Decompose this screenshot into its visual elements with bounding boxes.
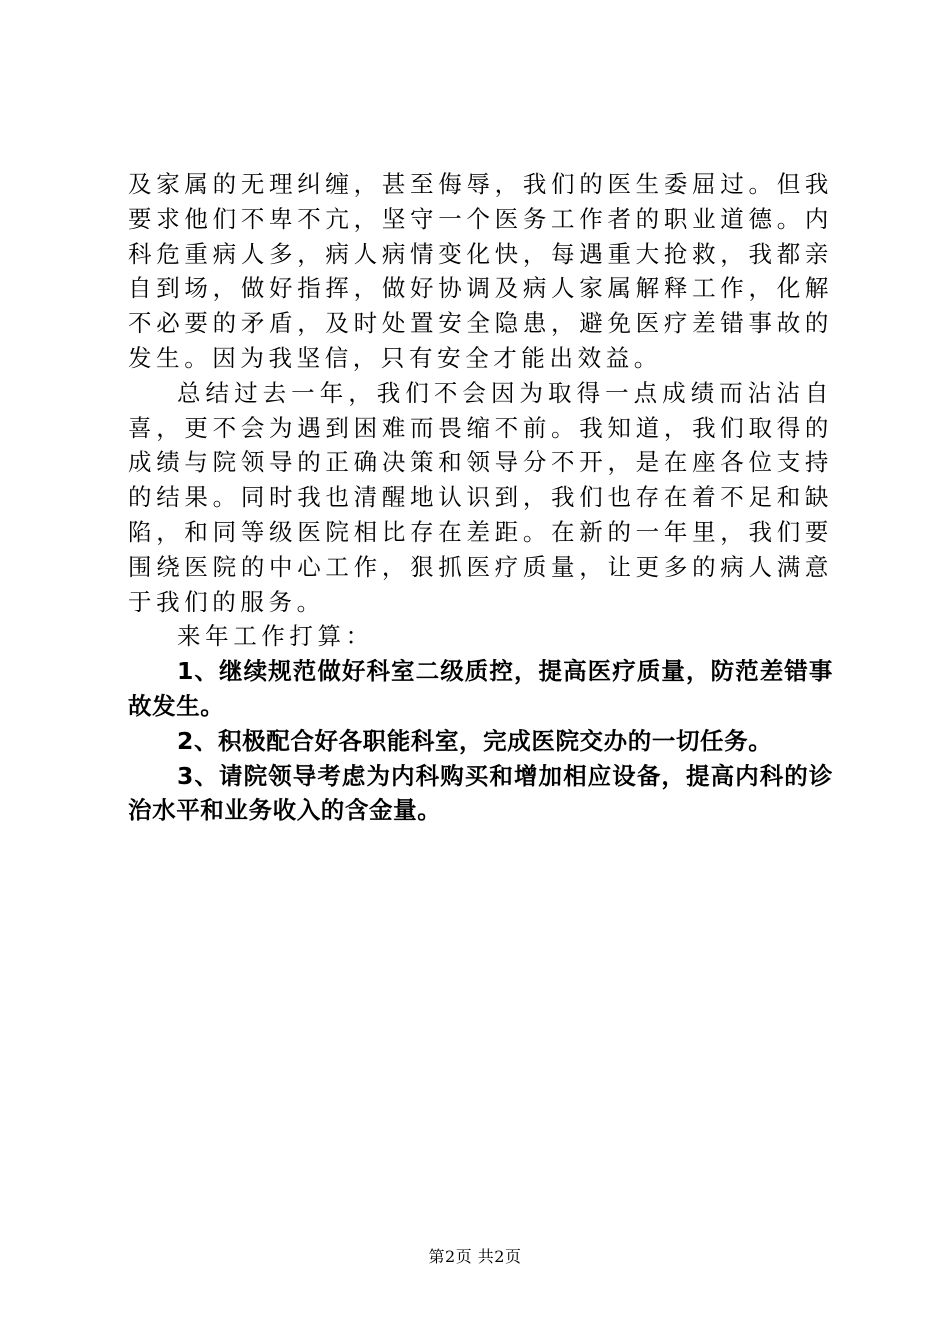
plan-item-2: 2、积极配合好各职能科室，完成医院交办的一切任务。	[177, 726, 773, 755]
document-body	[128, 167, 833, 828]
paragraph-plan-heading: 来年工作打算：	[177, 622, 374, 651]
plan-item-1: 1、继续规范做好科室二级质控，提高医疗质量，防范差错事故发生。	[128, 657, 833, 720]
paragraph-continuation: 及家属的无理纠缠，甚至侮辱，我们的医生委屈过。但我要求他们不卑不亢，坚守一个医务工作者的职业道德。内科危重病人多，病人病情变化快，每遇重大抢救，我都亲自到场，做好指挥，做好协调及病人家属解释工作，化解不必要的矛盾，及时处置安全隐患，避免医疗差错事故的发生。因为我坚信，只有安全才能出效益。	[128, 170, 833, 372]
page-number-footer: 第2页 共2页	[428, 1247, 522, 1266]
paragraph-summary: 总结过去一年，我们不会因为取得一点成绩而沾沾自喜，更不会为遇到困难而畏缩不前。我知道，我们取得的成绩与院领导的正确决策和领导分不开，是在座各位支持的结果。同时我也清醒地认识到，我们也存在着不足和缺陷，和同等级医院相比存在差距。在新的一年里，我们要围绕医院的中心工作，狠抓医疗质量，让更多的病人满意于我们的服务。	[128, 378, 833, 616]
plan-item-3: 3、请院领导考虑为内科购买和增加相应设备，提高内科的诊治水平和业务收入的含金量。	[128, 761, 833, 825]
